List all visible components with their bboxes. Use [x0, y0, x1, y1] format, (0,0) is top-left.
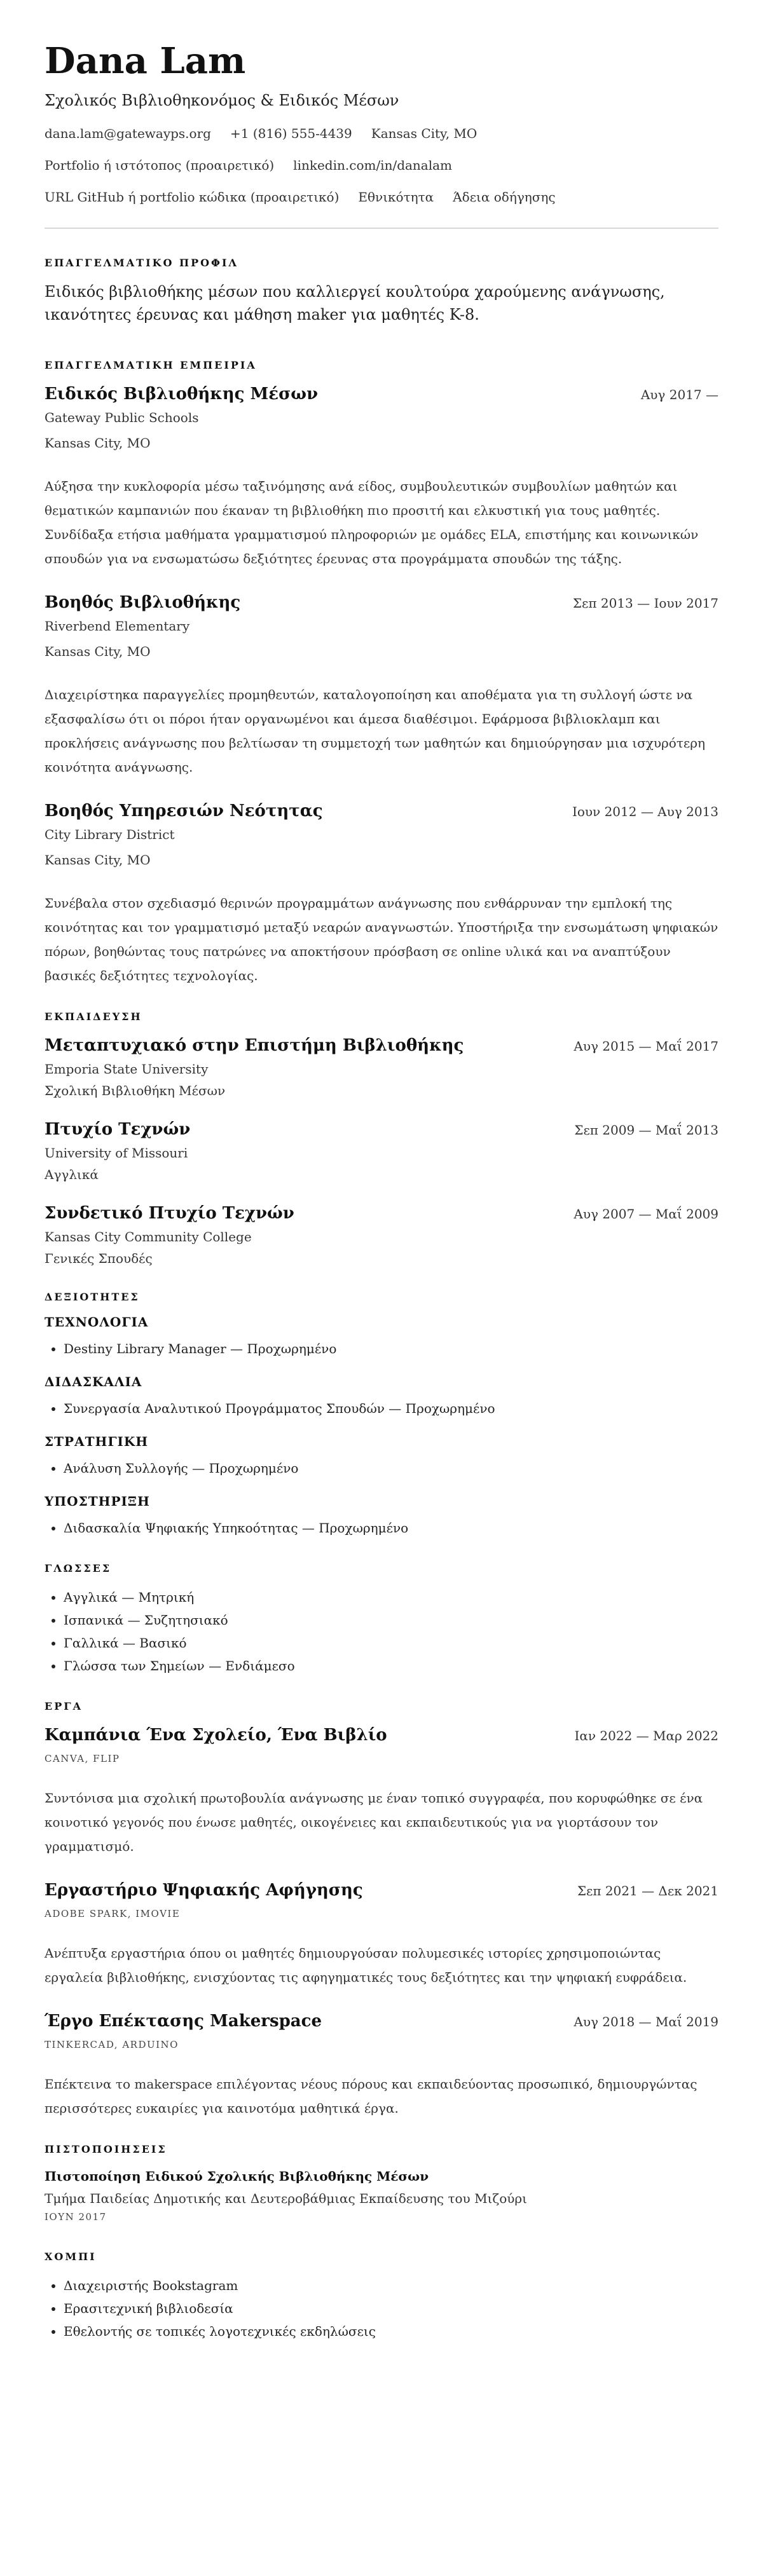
contact-row-links — [45, 156, 718, 174]
certification-date: ΙΟΥΝ 2017 — [45, 2211, 107, 2223]
projects-section — [45, 1700, 718, 2120]
hobbies-title: ΧΟΜΠΙ — [45, 2251, 97, 2263]
hobbies-section — [45, 2251, 718, 2343]
job-dates: Αυγ 2017 — — [640, 387, 718, 402]
project-description: Συντόνισα μια σχολική πρωτοβουλία ανάγνωσης με έναν τοπικό συγγραφέα, που κορυφώθηκε σε ένα κοινοτικό γεγονός που ένωσε μαθητές, οικογένειες και εκπαιδευτικούς για να γιορτάσουν τον γραμματισμό. — [45, 1790, 703, 1854]
skills-title: ΔΕΞΙΟΤΗΤΕΣ — [45, 1291, 140, 1303]
education-entry — [45, 1034, 718, 1100]
project-dates: Ιαν 2022 — Μαρ 2022 — [574, 1728, 718, 1743]
language-item: • Γλώσσα των Σημείων — Ενδιάμεσο — [64, 1654, 718, 1677]
degree-field: Αγγλικά — [45, 1167, 99, 1182]
experience-entry — [45, 383, 718, 571]
job-description: Συνέβαλα στον σχεδιασμό θερινών προγραμμάτων ανάγνωσης που ενθάρρυναν την εμπλοκή της κοινότητας και τον γραμματισμό μεταξύ νεαρών αναγνωστών. Υποστήριξα την ενσωμάτωση ψηφιακών πόρων, βοηθώντας τους πατρώνες να αποκτήσουν πρόσβαση σε online υλικά και να αναπτύξουν βασικές δεξιότητες τεχνολογίας. — [45, 896, 718, 983]
skills-section — [45, 1291, 718, 1539]
degree-dates: Αυγ 2007 — Μαΐ 2009 — [574, 1206, 718, 1222]
degree-field: Γενικές Σπουδές — [45, 1251, 153, 1266]
contact-license: Άδεια οδήγησης — [453, 189, 556, 205]
job-location: Kansas City, MO — [45, 644, 151, 659]
school-name: University of Missouri — [45, 1145, 188, 1161]
languages-section — [45, 1562, 718, 1677]
project-tech: TINKERCAD, ARDUINO — [45, 2039, 179, 2050]
skill-list — [45, 1337, 718, 1360]
language-item: • Ισπανικά — Συζητησιακό — [64, 1609, 718, 1632]
header-divider — [45, 228, 718, 229]
education-title: ΕΚΠΑΙΔΕΥΣΗ — [45, 1011, 142, 1023]
degree-dates: Σεπ 2009 — Μαΐ 2013 — [574, 1122, 718, 1138]
job-description: Διαχειρίστηκα παραγγελίες προμηθευτών, καταλογοποίηση και αποθέματα για τη συλλογή ώστε να εξασφαλίσω ότι οι πόροι ήταν οργανωμένοι και άμεσα διαθέσιμοι. Εφάρμοσα βιβλιοκλαμπ και προκλήσεις ανάγνωσης που βελτίωσαν τη συμμετοχή των μαθητών και δημιούργησαν μια ισχυρότερη κοινότητα ανάγνωσης. — [45, 687, 706, 775]
contact-phone[interactable]: +1 (816) 555-4439 — [230, 126, 352, 141]
project-dates: Σεπ 2021 — Δεκ 2021 — [577, 1883, 718, 1898]
contact-portfolio[interactable]: Portfolio ή ιστότοπος (προαιρετικό) — [45, 158, 275, 173]
job-title: Βοηθός Βιβλιοθήκης — [45, 593, 241, 612]
contact-location: Kansas City, MO — [371, 126, 478, 141]
education-entry — [45, 1202, 718, 1268]
experience-title: ΕΠΑΓΓΕΛΜΑΤΙΚΗ ΕΜΠΕΙΡΙΑ — [45, 359, 257, 371]
summary-title: ΕΠΑΓΓΕΛΜΑΤΙΚΟ ΠΡΟΦΙΛ — [45, 257, 238, 269]
certifications-title: ΠΙΣΤΟΠΟΙΗΣΕΙΣ — [45, 2143, 167, 2155]
job-dates: Ιουν 2012 — Αυγ 2013 — [572, 804, 718, 819]
project-name: Έργο Επέκτασης Makerspace — [45, 2012, 322, 2031]
contact-email[interactable]: dana.lam@gatewayps.org — [45, 126, 211, 141]
project-tech: CANVA, FLIP — [45, 1753, 120, 1764]
contact-github[interactable]: URL GitHub ή portfolio κώδικα (προαιρετικό) — [45, 189, 340, 205]
skill-item: • Destiny Library Manager — Προχωρημένο — [64, 1337, 718, 1360]
job-location: Kansas City, MO — [45, 852, 151, 868]
experience-entry — [45, 800, 718, 988]
certification-name: Πιστοποίηση Ειδικού Σχολικής Βιβλιοθήκης Μέσων — [45, 2169, 429, 2184]
contact-nationality: Εθνικότητα — [358, 189, 434, 205]
job-title: Βοηθός Υπηρεσιών Νεότητας — [45, 801, 323, 821]
skill-item: • Ανάλυση Συλλογής — Προχωρημένο — [64, 1457, 718, 1480]
project-entry — [45, 2010, 718, 2120]
summary-section — [45, 257, 718, 326]
job-location: Kansas City, MO — [45, 435, 151, 451]
skill-item: • Διδασκαλία Ψηφιακής Υπηκοότητας — Προχωρημένο — [64, 1516, 718, 1539]
certification-issuer: Τμήμα Παιδείας Δημοτικής και Δευτεροβάθμιας Εκπαίδευσης του Μιζούρι — [45, 2191, 528, 2206]
experience-entry — [45, 591, 718, 779]
candidate-headline: Σχολικός Βιβλιοθηκονόμος & Ειδικός Μέσων — [45, 92, 399, 109]
contact-row-extra — [45, 188, 718, 206]
degree-title: Πτυχίο Τεχνών — [45, 1120, 191, 1139]
projects-title: ΕΡΓΑ — [45, 1700, 83, 1712]
skill-list — [45, 1397, 718, 1420]
skill-category: ΥΠΟΣΤΗΡΙΞΗ — [45, 1494, 150, 1509]
job-employer: Riverbend Elementary — [45, 618, 190, 634]
skill-category: ΣΤΡΑΤΗΓΙΚΗ — [45, 1434, 149, 1449]
school-name: Kansas City Community College — [45, 1229, 252, 1244]
job-employer: City Library District — [45, 827, 175, 842]
contact-row-primary — [45, 125, 718, 142]
hobby-item: • Ερασιτεχνική βιβλιοδεσία — [64, 2297, 718, 2320]
skill-list — [45, 1516, 718, 1539]
languages-title: ΓΛΩΣΣΕΣ — [45, 1562, 112, 1574]
education-entry — [45, 1118, 718, 1184]
project-description: Ανέπτυξα εργαστήρια όπου οι μαθητές δημιουργούσαν πολυμεσικές ιστορίες χρησιμοποιώντας εργαλεία βιβλιοθήκης, ενισχύοντας τις αφηγηματικές τους δεξιότητες και την ψηφιακή ευφράδεια. — [45, 1946, 687, 1985]
project-entry — [45, 1724, 718, 1858]
project-dates: Αυγ 2018 — Μαΐ 2019 — [574, 2014, 718, 2029]
job-dates: Σεπ 2013 — Ιουν 2017 — [572, 596, 718, 611]
degree-title: Συνδετικό Πτυχίο Τεχνών — [45, 1204, 294, 1223]
degree-field: Σχολική Βιβλιοθήκη Μέσων — [45, 1083, 226, 1098]
project-name: Καμπάνια Ένα Σχολείο, Ένα Βιβλίο — [45, 1726, 387, 1745]
hobby-item: • Διαχειριστής Bookstagram — [64, 2274, 718, 2297]
degree-dates: Αυγ 2015 — Μαΐ 2017 — [574, 1039, 718, 1054]
education-section — [45, 1011, 718, 1268]
skill-list — [45, 1457, 718, 1480]
language-item: • Γαλλικά — Βασικό — [64, 1632, 718, 1654]
hobby-item: • Εθελοντής σε τοπικές λογοτεχνικές εκδηλώσεις — [64, 2320, 718, 2343]
degree-title: Μεταπτυχιακό στην Επιστήμη Βιβλιοθήκης — [45, 1036, 464, 1055]
project-description: Επέκτεινα το makerspace επιλέγοντας νέους πόρους και εκπαιδεύοντας προσωπικό, δημιουργώντας περισσότερες ευκαιρίες για καινοτόμα μαθητικά έργα. — [45, 2076, 698, 2116]
job-employer: Gateway Public Schools — [45, 410, 199, 425]
resume-header — [45, 41, 718, 206]
job-title: Ειδικός Βιβλιοθήκης Μέσων — [45, 385, 319, 404]
hobby-list — [45, 2274, 718, 2343]
skill-item: • Συνεργασία Αναλυτικού Προγράμματος Σπουδών — Προχωρημένο — [64, 1397, 718, 1420]
project-entry — [45, 1879, 718, 1989]
summary-text: Ειδικός βιβλιοθήκης μέσων που καλλιεργεί κουλτούρα χαρούμενης ανάγνωσης, ικανότητες έρευνας και μάθηση maker για μαθητές K-8. — [45, 283, 665, 324]
project-tech: ADOBE SPARK, IMOVIE — [45, 1908, 181, 1919]
experience-section — [45, 359, 718, 988]
contact-linkedin[interactable]: linkedin.com/in/danalam — [293, 158, 453, 173]
skill-category: ΔΙΔΑΣΚΑΛΙΑ — [45, 1374, 142, 1389]
skill-category: ΤΕΧΝΟΛΟΓΙΑ — [45, 1314, 149, 1330]
certifications-section — [45, 2143, 718, 2223]
candidate-name: Dana Lam — [45, 40, 246, 82]
language-item: • Αγγλικά — Μητρική — [64, 1586, 718, 1609]
project-name: Εργαστήριο Ψηφιακής Αφήγησης — [45, 1881, 363, 1900]
school-name: Emporia State University — [45, 1061, 209, 1077]
job-description: Αύξησα την κυκλοφορία μέσω ταξινόμησης ανά είδος, συμβουλευτικών συμβουλίων μαθητών και θεματικών καμπανιών που έκαναν τη βιβλιοθήκη πιο προσιτή και ελκυστική για τους μαθητές. Συνδίδαξα ετήσια μαθήματα γραμματισμού πληροφοριών με ομάδες ELA, επιστήμης και κοινωνικών σπουδών για να ενσωματώσω δεξιότητες έρευνας στα προγράμματα σπουδών της τάξης. — [45, 479, 699, 566]
language-list — [45, 1586, 718, 1677]
